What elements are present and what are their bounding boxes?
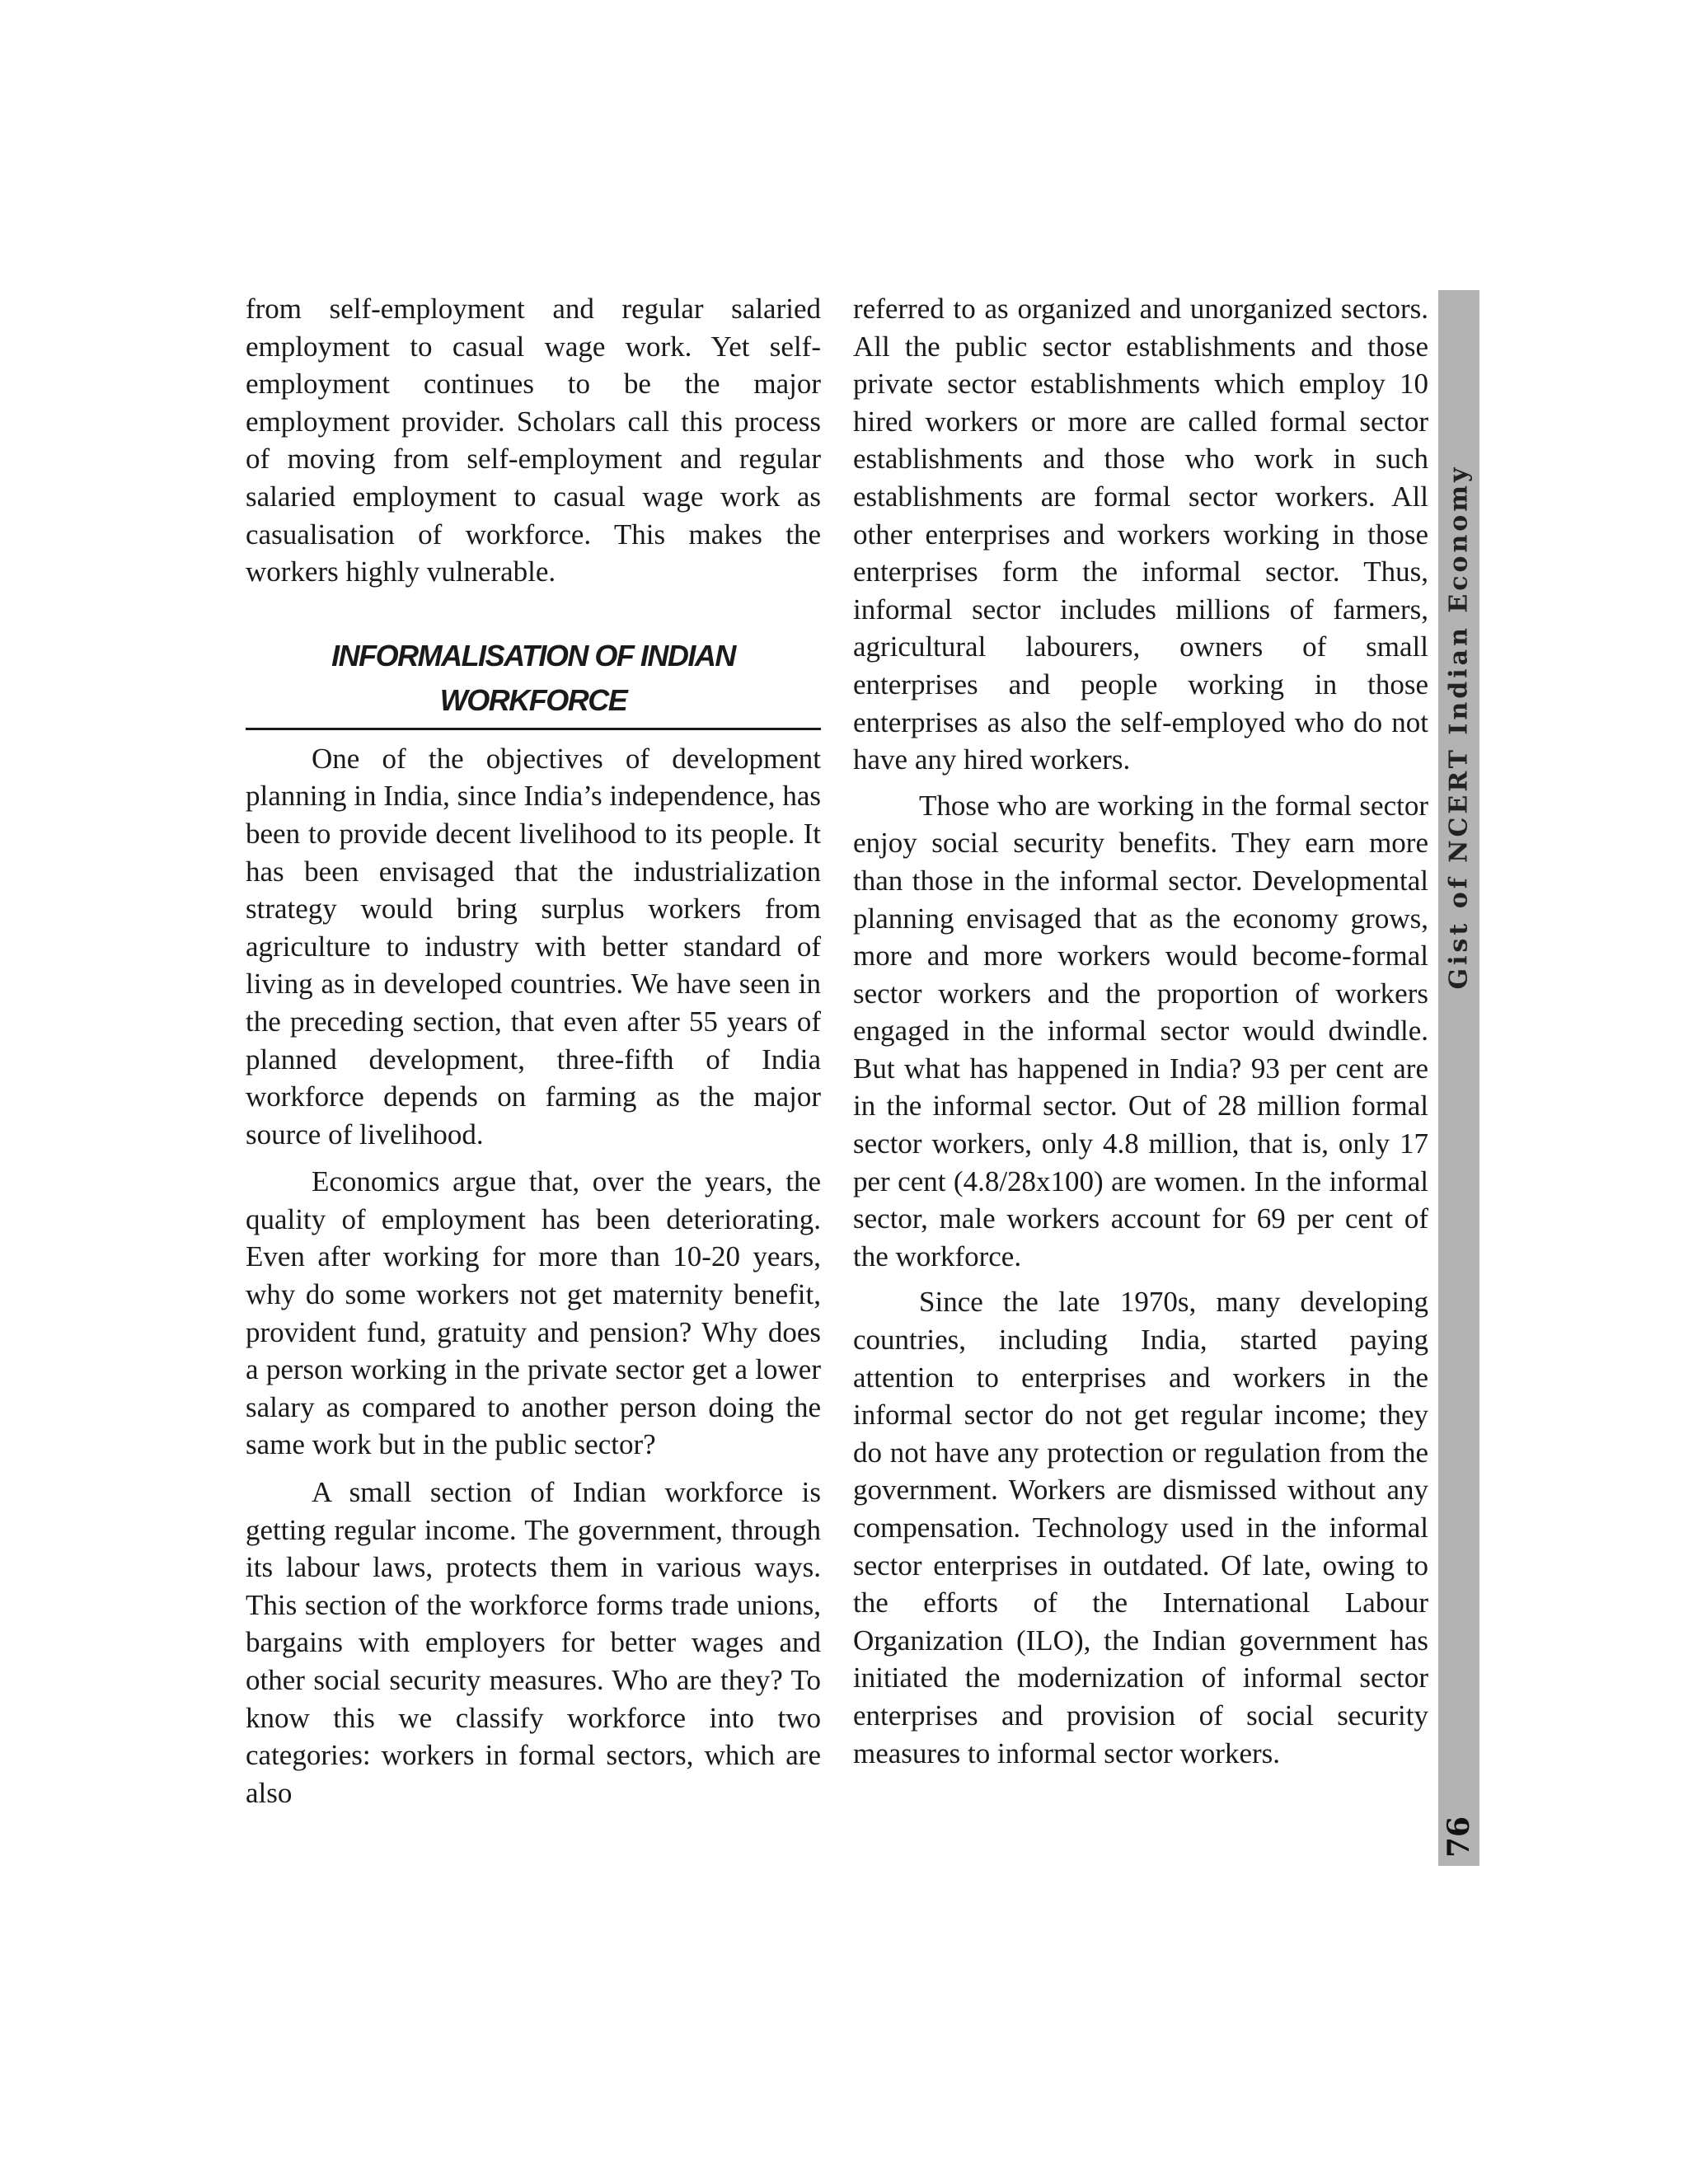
right-column [853, 290, 1428, 1772]
section-heading [246, 634, 821, 730]
body-paragraph: One of the objectives of development planning in India, since India’s independence, has been to provide decent livelihood to its people. It has been envisaged that the industrialization strategy would bring surplus workers from agriculture to industry with better standard of living as in developed countries. We have seen in the preceding section, that even after 55 years of planned development, three-fifth of India workforce depends on farming as the major source of livelihood. [246, 742, 821, 1151]
section-heading-line-2: WORKFORCE [439, 682, 627, 717]
body-paragraph: A small section of Indian workforce is getting regular income. The government, through its labour laws, protects them in various ways. This section of the workforce forms trade unions, bargains with employers for better wages and other social security measures. Who are they? To know this we classify workforce into two categories: workers in formal sectors, which are also [246, 1476, 821, 1809]
intro-paragraph: from self-employment and regular salaried employment to casual wage work. Yet self-employment continues to be the major employment provider. Scholars call this process of moving from self-employment and regular salaried employment to casual wage work as casualisation of workforce. This makes the workers highly vulnerable. [246, 293, 821, 588]
section-heading-line-1: INFORMALISATION OF INDIAN [331, 638, 735, 673]
body-paragraph: Economics argue that, over the years, the quality of employment has been deteriorating. Even after working for more than 10-20 years, why do some workers not get maternity benefit, provident fund, gratuity and pension? Why does a person working in the private sector get a lower salary as compared to another person doing the same work but in the public sector? [246, 1165, 821, 1461]
body-paragraph: Since the late 1970s, many developing countries, including India, started paying attention to enterprises and workers in the informal sector do not get regular income; they do not have any protection or regulation from the government. Workers are dismissed without any compensation. Technology used in the informal sector enterprises in outdated. Of late, owing to the efforts of the International Labour Organization (ILO), the Indian government has initiated the modernization of informal sector enterprises and provision of social security measures to informal sector workers. [853, 1286, 1428, 1769]
left-column [246, 290, 821, 1811]
side-bar [1438, 290, 1479, 1866]
body-paragraph: Those who are working in the formal sector enjoy social security benefits. They earn more than those in the informal sector. Developmental planning envisaged that as the economy grows, more and more workers would become-formal sector workers and the proportion of workers engaged in the informal sector would dwindle. But what has happened in India? 93 per cent are in the informal sector. Out of 28 million formal sector workers, only 4.8 million, that is, only 17 per cent (4.8/28x100) are women. In the informal sector, male workers account for 69 per cent of the workforce. [853, 789, 1428, 1272]
running-title: Gist of NCERT Indian Economy [1444, 464, 1474, 990]
page-number: 76 [1442, 1816, 1476, 1858]
continuation-paragraph: referred to as organized and unorganized sectors. All the public sector establishments and those private sector establishments which employ 10 hired workers or more are called formal sector establishments and those who work in such establishments are formal sector workers. All other enterprises and workers working in those enterprises form the informal sector. Thus, informal sector includes millions of farmers, agricultural labourers, owners of small enterprises and people working in those enterprises as also the self-employed who do not have any hired workers. [853, 293, 1428, 776]
